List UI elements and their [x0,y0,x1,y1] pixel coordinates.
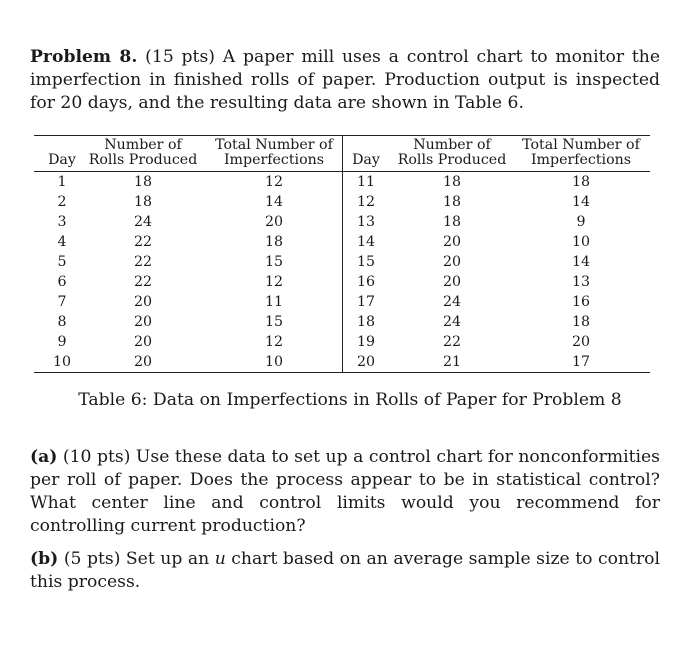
table-cell-rolls-right: 22 [442,334,462,350]
table-cell-day-right: 12 [356,194,376,210]
table-cell-day-right: 17 [356,294,376,310]
part-a-text: (10 pts) Use these data to set up a control chart for nonconformities per roll of paper. Does the process appear to be in statistical control? What center line and control limits would you recommend for controlling current production? [30,447,660,536]
part-a-label: (a) [30,447,58,467]
table-cell-day-left: 1 [57,174,67,190]
table-center-divider [342,135,343,373]
part-b-variable: u [214,549,226,569]
problem-points: (15 pts) [145,47,215,67]
table-cell-day-left: 10 [52,354,72,370]
table-cell-day-right: 19 [356,334,376,350]
table-cell-imp-right: 18 [571,174,591,190]
table-cell-rolls-left: 22 [133,234,153,250]
table-cell-day-right: 18 [356,314,376,330]
table-cell-imp-left: 12 [264,174,284,190]
table-cell-day-right: 15 [356,254,376,270]
table-cell-day-left: 3 [57,214,67,230]
table-cell-imp-left: 18 [264,234,284,250]
table-cell-day-left: 7 [57,294,67,310]
table-caption: Table 6: Data on Imperfections in Rolls of Paper for Problem 8 [78,390,622,410]
table-cell-rolls-right: 18 [442,214,462,230]
table-cell-imp-right: 14 [571,194,591,210]
header-imp-left-line1: Total Number of [215,137,333,153]
table-cell-rolls-left: 22 [133,254,153,270]
header-imp-right-line2: Imperfections [530,152,632,168]
table-cell-imp-right: 18 [571,314,591,330]
table-cell-imp-right: 9 [576,214,586,230]
part-b-label: (b) [30,549,59,569]
header-rolls-left-line2: Rolls Produced [88,152,198,168]
table-cell-rolls-left: 20 [133,314,153,330]
header-rolls-right-line1: Number of [413,137,491,153]
table-cell-day-right: 14 [356,234,376,250]
table-cell-imp-right: 16 [571,294,591,310]
header-day-right: Day [352,152,380,168]
table-cell-imp-right: 20 [571,334,591,350]
table-cell-day-left: 8 [57,314,67,330]
table-cell-rolls-left: 20 [133,354,153,370]
table-cell-rolls-right: 24 [442,314,462,330]
header-imp-left-line2: Imperfections [223,152,325,168]
table-cell-imp-left: 12 [264,274,284,290]
part-b [30,548,660,594]
table-cell-day-left: 5 [57,254,67,270]
table-cell-imp-left: 11 [264,294,284,310]
table-cell-imp-left: 14 [264,194,284,210]
table-cell-rolls-left: 18 [133,194,153,210]
part-a [30,446,660,538]
part-b-text-after: chart based on an average sample size to control this process. [30,549,661,592]
table-cell-imp-right: 13 [571,274,591,290]
table-cell-rolls-right: 21 [442,354,462,370]
data-table [34,134,650,376]
table-cell-rolls-left: 20 [133,334,153,350]
table-cell-rolls-left: 22 [133,274,153,290]
table-cell-day-right: 13 [356,214,376,230]
table-cell-rolls-right: 20 [442,274,462,290]
table-cell-rolls-right: 20 [442,254,462,270]
table-cell-imp-left: 12 [264,334,284,350]
table-cell-day-left: 2 [57,194,67,210]
table-cell-imp-right: 10 [571,234,591,250]
table-cell-imp-left: 10 [264,354,284,370]
problem-label: Problem 8 [30,47,132,67]
problem-statement: Problem 8. (15 pts) A paper mill uses a control chart to monitor the imperfection in finished rolls of paper. Production output is inspected for 20 days, and the resulting data are shown in Table 6. [30,47,661,113]
table-cell-rolls-right: 18 [442,174,462,190]
table-cell-rolls-left: 24 [133,214,153,230]
table-cell-day-right: 16 [356,274,376,290]
header-rolls-left-line1: Number of [104,137,182,153]
table-cell-imp-left: 15 [264,254,284,270]
table-cell-rolls-left: 18 [133,174,153,190]
table-cell-day-left: 4 [57,234,67,250]
header-imp-right-line1: Total Number of [522,137,640,153]
table-cell-imp-right: 14 [571,254,591,270]
table-cell-imp-left: 20 [264,214,284,230]
table-cell-imp-right: 17 [571,354,591,370]
table-cell-imp-left: 15 [264,314,284,330]
header-rolls-right-line2: Rolls Produced [397,152,507,168]
table-cell-rolls-right: 24 [442,294,462,310]
table-cell-rolls-right: 18 [442,194,462,210]
table-cell-day-right: 20 [356,354,376,370]
table-cell-day-left: 9 [57,334,67,350]
header-day-left: Day [48,152,76,168]
table-cell-rolls-left: 20 [133,294,153,310]
problem-text: A paper mill uses a control chart to monitor the imperfection in finished rolls of paper. Production output is inspected for 20 days, and the resulting data are shown in Table 6. [30,47,661,113]
table-cell-rolls-right: 20 [442,234,462,250]
table-cell-day-right: 11 [356,174,376,190]
table-cell-day-left: 6 [57,274,67,290]
part-b-text-before: (5 pts) Set up an [63,549,210,569]
